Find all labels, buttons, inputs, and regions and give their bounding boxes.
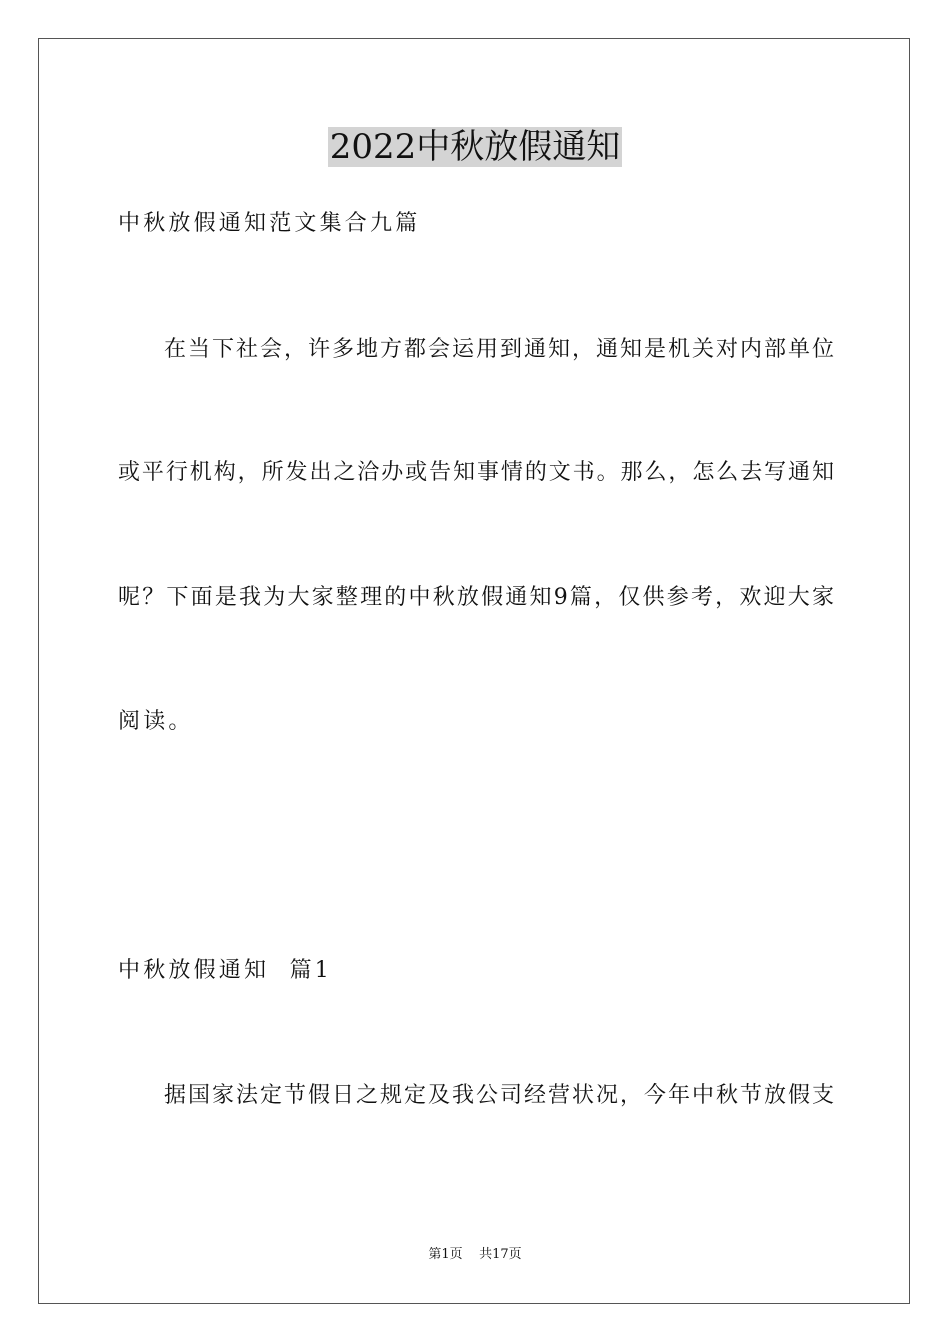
subtitle-line: 中秋放假通知范文集合九篇 — [118, 211, 421, 236]
document-title — [0, 126, 950, 168]
document-title-text: 2022中秋放假通知 — [329, 127, 621, 167]
paragraph-line: 阅读。 — [118, 709, 194, 734]
paragraph-line: 或平行机构，所发出之洽办或告知事情的文书。那么，怎么去写通知 — [118, 460, 834, 485]
section-heading: 中秋放假通知 篇1 — [118, 958, 332, 983]
page-number: 第1页 共17页 — [428, 1247, 522, 1262]
paragraph-line: 据国家法定节假日之规定及我公司经营状况，今年中秋节放假支 — [164, 1083, 834, 1108]
paragraph-line: 呢？下面是我为大家整理的中秋放假通知9篇，仅供参考，欢迎大家 — [118, 585, 834, 610]
paragraph-line: 在当下社会，许多地方都会运用到通知，通知是机关对内部单位 — [164, 337, 834, 362]
